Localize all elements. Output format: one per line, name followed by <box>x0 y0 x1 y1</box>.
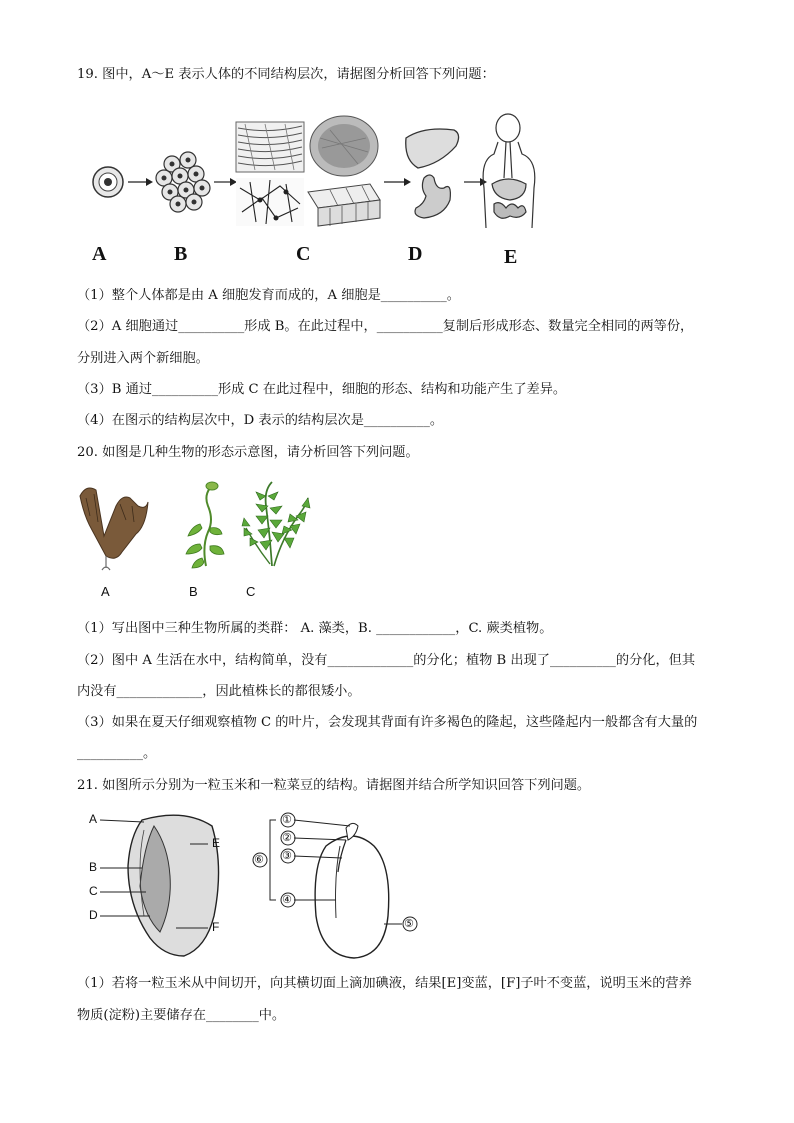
q20-part3-line2: __________。 <box>77 746 157 761</box>
tissue-epithelial-icon <box>308 184 380 226</box>
q20-stem: 20. 如图是几种生物的形态示意图，请分析回答下列问题。 <box>77 445 419 460</box>
q19-part2-line1: （2）A 细胞通过__________形成 B。在此过程中，__________复制后形成形态、数量完全相同的两等份， <box>77 319 694 334</box>
q20-figure <box>76 476 316 576</box>
q21-figure <box>84 806 444 970</box>
corn-seed-icon <box>128 815 219 956</box>
q19-figure <box>80 108 560 268</box>
q19-part3: （3）B 通过__________形成 C 在此过程中，细胞的形态、结构和功能产生了差异。 <box>77 382 567 397</box>
q20-part3-line1: （3）如果在夏天仔细观察植物 C 的叶片，会发现其背面有许多褐色的隆起，这些隆起内一般都含有大量的 <box>77 715 698 730</box>
q21-stem: 21. 如图所示分别为一粒玉米和一粒菜豆的结构。请据图并结合所学知识回答下列问题。 <box>77 778 591 793</box>
q19-label-a: A <box>92 243 107 265</box>
q19-part1: （1）整个人体都是由 A 细胞发育而成的，A 细胞是__________。 <box>77 288 460 303</box>
bean-label-3: ③ <box>282 850 292 862</box>
corn-label-c: C <box>89 884 98 898</box>
q20-part2-line2: 内没有_____________，因此植株长的都很矮小。 <box>77 684 361 699</box>
q21-part1-line2: 物质(淀粉)主要储存在________中。 <box>77 1008 286 1023</box>
bean-label-4: ④ <box>282 894 292 906</box>
bean-label-6: ⑥ <box>254 854 264 866</box>
human-body-icon <box>483 114 535 228</box>
q19-label-b: B <box>174 243 188 265</box>
q19-part4: （4）在图示的结构层次中，D 表示的结构层次是__________。 <box>77 413 444 428</box>
kelp-icon <box>80 488 148 570</box>
bean-label-1: ① <box>282 814 292 826</box>
cell-cluster-icon <box>156 152 210 212</box>
bean-label-2: ② <box>282 832 292 844</box>
bean-seed-icon <box>315 823 389 958</box>
q20-label-b: B <box>189 584 198 599</box>
q19-label-c: C <box>296 243 311 265</box>
corn-label-e: E <box>212 836 221 850</box>
moss-icon <box>186 482 224 568</box>
q19-label-e: E <box>504 246 518 268</box>
q21-part1-line1: （1）若将一粒玉米从中间切开，向其横切面上滴加碘液，结果[E]变蓝，[F]子叶不变蓝，说明玉米的营养 <box>77 976 692 991</box>
bean-label-5: ⑤ <box>404 918 414 930</box>
tissue-muscle-icon <box>236 122 304 172</box>
cell-icon <box>93 167 123 197</box>
liver-icon <box>406 129 459 168</box>
corn-label-b: B <box>89 860 98 874</box>
q20-label-c: C <box>246 584 256 599</box>
q20-label-a: A <box>101 584 110 599</box>
q20-part1: （1）写出图中三种生物所属的类群： A. 藻类，B. ____________，C. 蕨类植物。 <box>77 621 553 636</box>
stomach-icon <box>415 175 450 218</box>
q19-label-d: D <box>408 243 423 265</box>
q20-part2-line1: （2）图中 A 生活在水中，结构简单，没有_____________的分化；植物 B 出现了__________的分化，但其 <box>77 653 696 668</box>
corn-label-f: F <box>212 920 220 934</box>
q19-stem: 19. 图中，A～E 表示人体的不同结构层次，请据图分析回答下列问题： <box>77 67 495 82</box>
corn-label-a: A <box>89 812 98 826</box>
fern-icon <box>242 482 310 566</box>
corn-label-d: D <box>89 908 98 922</box>
q19-part2-line2: 分别进入两个新细胞。 <box>77 351 209 366</box>
tissue-nerve-icon <box>236 178 304 226</box>
tissue-blood-icon <box>310 116 378 176</box>
